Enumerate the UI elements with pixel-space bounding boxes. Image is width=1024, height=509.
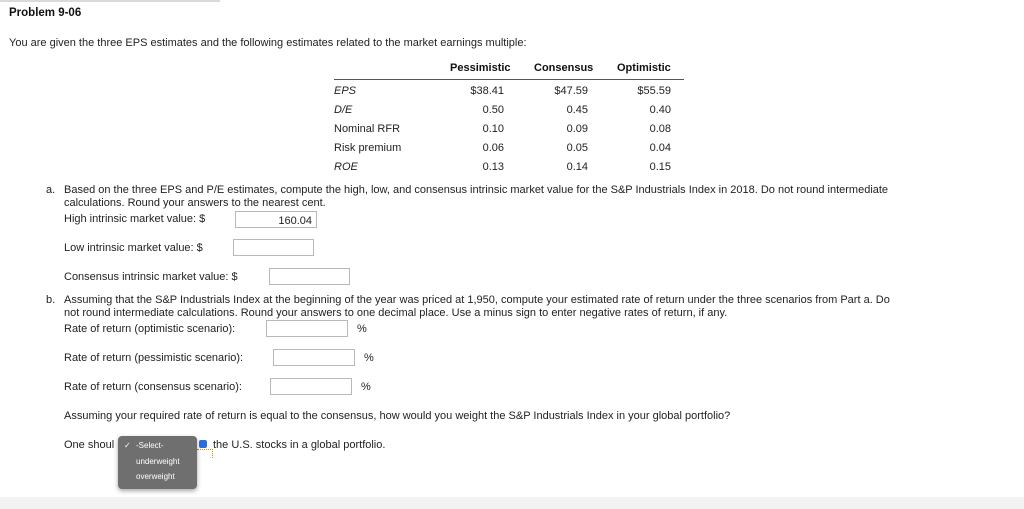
weight-question: Assuming your required rate of return is equal to the consensus, how would you weight the S&P Industrials Index in your global portfolio?: [64, 410, 731, 422]
part-a-marker: a.: [46, 184, 56, 196]
table-row-risk-premium: [334, 142, 684, 161]
return-optimistic-input[interactable]: [266, 320, 348, 337]
cell-optimistic: 0.40: [649, 104, 671, 116]
weight-sentence-start: One shoul: [64, 439, 115, 451]
cell-consensus: 0.09: [566, 123, 588, 135]
return-pessimistic-input[interactable]: [273, 349, 355, 366]
select-option-select[interactable]: -Select-: [136, 441, 164, 450]
consensus-value-label: Consensus intrinsic market value: $: [64, 271, 238, 283]
consensus-value-input[interactable]: [269, 268, 350, 285]
bottom-band: [0, 497, 1024, 509]
top-divider: [0, 0, 220, 2]
low-value-input[interactable]: [233, 239, 314, 256]
row-label: Risk premium: [334, 142, 402, 154]
check-icon: ✓: [124, 441, 131, 450]
return-pessimistic-label: Rate of return (pessimistic scenario):: [64, 352, 244, 364]
row-label: EPS: [334, 85, 357, 97]
cell-consensus: 0.14: [566, 161, 588, 173]
cell-pessimistic: $38.41: [470, 85, 504, 97]
table-row-nominal-rfr: [334, 123, 684, 142]
part-b-question-line2: not round intermediate calculations. Round your answers to one decimal place. Use a minus sign to enter negative rates of return, if any.: [64, 307, 728, 319]
cell-pessimistic: 0.10: [482, 123, 504, 135]
row-label: Nominal RFR: [334, 123, 401, 135]
high-value-input[interactable]: [235, 211, 317, 228]
low-value-label: Low intrinsic market value: $: [64, 242, 203, 254]
percent-sign: %: [357, 323, 367, 335]
row-label: ROE: [334, 161, 358, 173]
part-b-question-line1: Assuming that the S&P Industrials Index at the beginning of the year was priced at 1,950, compute your estimated rate of return under the three scenarios from Part a. Do: [64, 294, 890, 306]
weight-select-dropdown[interactable]: [118, 436, 197, 489]
col-header-optimistic: Optimistic: [617, 62, 671, 74]
part-b-marker: b.: [46, 294, 56, 306]
cell-pessimistic: 0.13: [482, 161, 504, 173]
focus-outline: [197, 449, 213, 458]
cell-optimistic: 0.15: [649, 161, 671, 173]
select-option-underweight[interactable]: underweight: [136, 457, 180, 466]
part-a-question-line1: Based on the three EPS and P/E estimates, compute the high, low, and consensus intrinsic market value for the S&P Industrials Index in 2018. Do not round intermediate: [64, 184, 889, 196]
percent-sign: %: [361, 381, 371, 393]
high-value-label: High intrinsic market value: $: [64, 213, 206, 225]
problem-intro: You are given the three EPS estimates and the following estimates related to the market earnings multiple:: [9, 37, 527, 49]
select-option-overweight[interactable]: overweight: [136, 472, 175, 481]
part-a-question-line2: calculations. Round your answers to the nearest cent.: [64, 197, 326, 209]
table-row-eps: [334, 85, 684, 104]
header-rule: [334, 79, 684, 80]
cell-pessimistic: 0.06: [482, 142, 504, 154]
cell-consensus: 0.45: [566, 104, 588, 116]
table-row-de: [334, 104, 684, 123]
col-header-consensus: Consensus: [534, 62, 594, 74]
percent-sign: %: [364, 352, 374, 364]
return-optimistic-label: Rate of return (optimistic scenario):: [64, 323, 236, 335]
weight-sentence-end: the U.S. stocks in a global portfolio.: [213, 439, 386, 451]
return-consensus-label: Rate of return (consensus scenario):: [64, 381, 242, 393]
cell-consensus: $47.59: [554, 85, 588, 97]
table-row-roe: [334, 161, 684, 180]
cell-optimistic: 0.08: [649, 123, 671, 135]
problem-title: Problem 9-06: [9, 7, 82, 19]
return-consensus-input[interactable]: [270, 378, 352, 395]
cell-consensus: 0.05: [566, 142, 588, 154]
row-label: D/E: [334, 104, 353, 116]
col-header-pessimistic: Pessimistic: [450, 62, 511, 74]
cell-optimistic: 0.04: [649, 142, 671, 154]
cell-pessimistic: 0.50: [482, 104, 504, 116]
select-arrow-icon[interactable]: [199, 440, 207, 448]
cell-optimistic: $55.59: [637, 85, 671, 97]
